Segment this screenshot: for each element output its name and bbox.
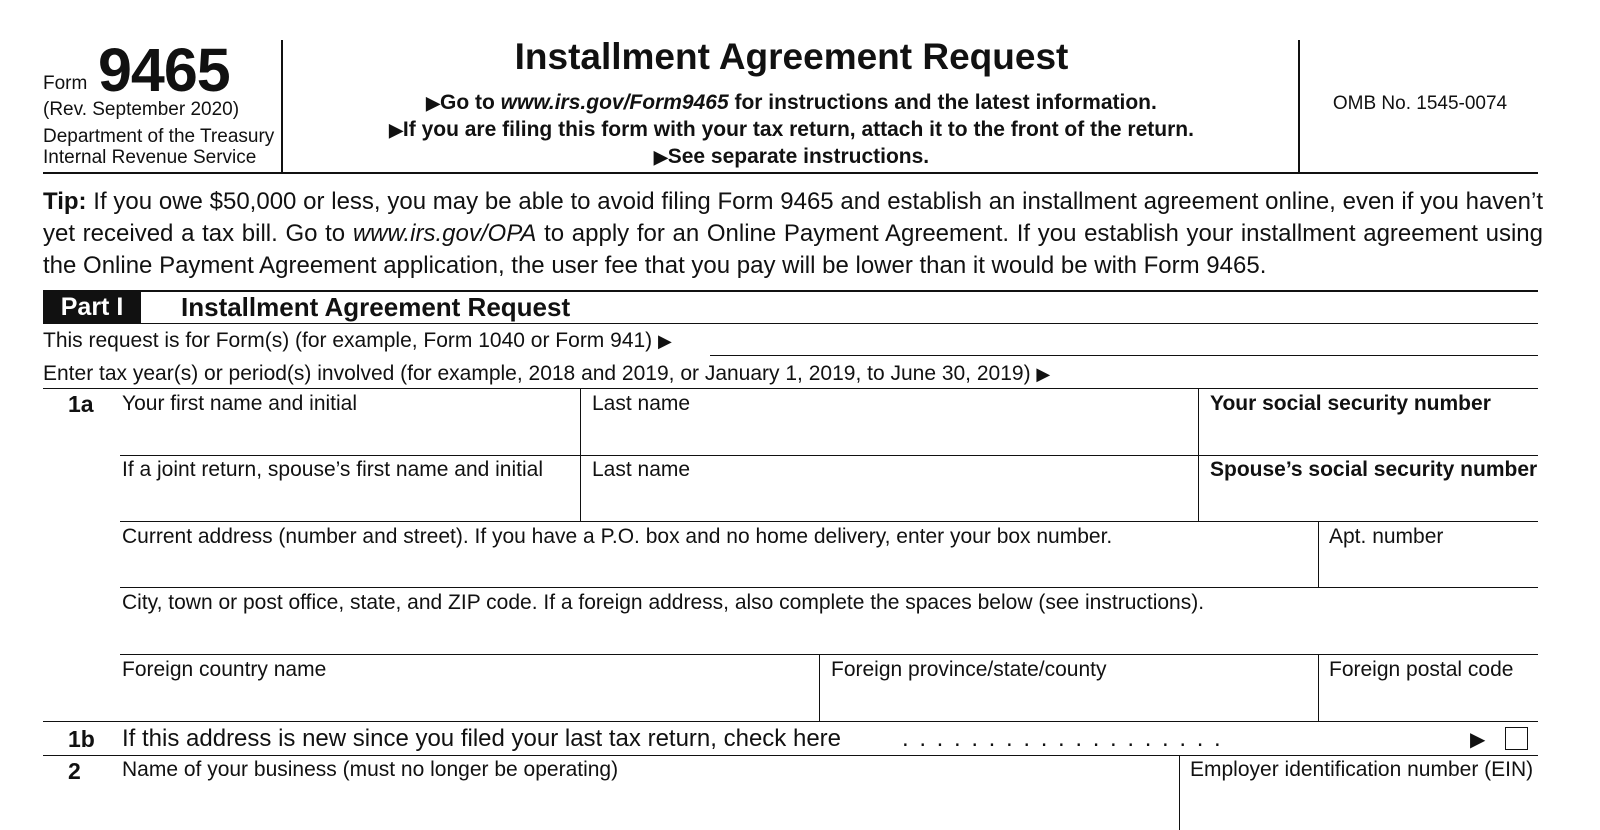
new-address-label: If this address is new since you filed your last tax return, check here [122, 725, 842, 752]
tax-years-input[interactable] [1045, 358, 1538, 388]
line-number-2: 2 [68, 758, 81, 784]
foreign-postal-label: Foreign postal code [1329, 658, 1514, 681]
rule-654 [120, 654, 1538, 655]
divider-apt [1318, 521, 1319, 588]
instruction-line-3: ▶See separate instructions. [653, 145, 930, 168]
spouse-first-name-label: If a joint return, spouse’s first name and initial [122, 458, 543, 481]
apt-label: Apt. number [1329, 525, 1444, 548]
leader-dots: . . . . . . . . . . . . . . . . . . . [902, 725, 1223, 752]
tip-paragraph: Tip: If you owe $50,000 or less, you may be able to avoid filing Form 9465 and establish an installment agreement online, even if you haven’t yet received a tax bill. Go to www.irs.gov/OPA to apply for an Online Payment Agreement. If you establish your installment agreement using the Online Payment Agreement application, the user fee that you pay will be lower than it would be with Form 9465. [43, 188, 1544, 279]
business-name-label: Name of your business (must no longer be operating) [122, 758, 619, 781]
ein-label: Employer identification number (EIN) [1190, 758, 1534, 781]
first-name-field[interactable] [120, 418, 578, 454]
department-name: Department of the Treasury [43, 126, 275, 147]
foreign-country-label: Foreign country name [122, 658, 327, 681]
spouse-last-name-field[interactable] [583, 484, 1196, 520]
arrow-icon: ▶ [426, 93, 440, 113]
tax-years-label: Enter tax year(s) or period(s) involved (for example, 2018 and 2019, or January 1, 2019, to June 30, 2019) ▶ [43, 362, 1051, 385]
address-label: Current address (number and street). If you have a P.O. box and no home delivery, enter your box number. [122, 525, 1113, 548]
city-field[interactable] [120, 617, 1538, 653]
opa-link[interactable]: www.irs.gov/OPA [352, 220, 537, 247]
business-name-field[interactable] [120, 785, 1176, 830]
omb-number: OMB No. 1545-0074 [1332, 93, 1508, 114]
rule-388 [43, 388, 1538, 389]
ssn-field[interactable] [1201, 418, 1538, 454]
form-label: Form [43, 73, 88, 94]
header-bottom-rule [43, 172, 1538, 174]
tip-label: Tip: [43, 188, 87, 215]
divider-foreign-1 [819, 654, 820, 721]
spouse-first-name-field[interactable] [120, 484, 578, 520]
instruction-line-2: ▶If you are filing this form with your tax return, attach it to the front of the return. [389, 118, 1194, 141]
line-number-1b: 1b [68, 726, 95, 752]
spouse-ssn-field[interactable] [1201, 484, 1538, 520]
first-name-label: Your first name and initial [122, 392, 358, 415]
divider-foreign-2 [1318, 654, 1319, 721]
forms-label: This request is for Form(s) (for example, Form 1040 or Form 941) ▶ [43, 329, 672, 352]
form-instructions-link[interactable]: www.irs.gov/Form9465 [500, 91, 729, 114]
foreign-country-field[interactable] [120, 684, 817, 720]
form-revision: (Rev. September 2020) [43, 99, 240, 120]
form-title: Installment Agreement Request [514, 36, 1069, 77]
last-name-label: Last name [592, 392, 691, 415]
rule-755 [43, 755, 1538, 756]
instruction-line-1: ▶Go to www.irs.gov/Form9465 for instructions and the latest information. [426, 91, 1157, 114]
address-field[interactable] [120, 550, 1316, 586]
part-badge: Part I [43, 292, 141, 323]
arrow-icon: ▶ [1036, 364, 1051, 384]
foreign-province-field[interactable] [822, 684, 1316, 720]
apt-field[interactable] [1321, 550, 1538, 586]
arrow-icon: ▶ [653, 147, 668, 167]
forms-input-underline [710, 355, 1538, 356]
arrow-icon: ▶ [658, 331, 672, 351]
rule-521 [120, 521, 1538, 522]
rule-721 [43, 721, 1538, 722]
spouse-ssn-label: Spouse’s social security number [1210, 458, 1538, 481]
rule-455 [120, 455, 1538, 456]
rule-587 [120, 587, 1538, 588]
spouse-last-name-label: Last name [592, 458, 691, 481]
part-bottom-rule [43, 323, 1538, 324]
header-divider-left [281, 40, 283, 173]
agency-name: Internal Revenue Service [43, 147, 257, 168]
new-address-checkbox[interactable] [1505, 727, 1528, 750]
arrow-icon: ▶ [389, 120, 403, 140]
forms-input[interactable] [710, 326, 1538, 355]
ssn-label: Your social security number [1210, 392, 1491, 415]
form-number: 9465 [98, 36, 230, 104]
last-name-field[interactable] [583, 418, 1196, 454]
divider-ein [1179, 755, 1180, 830]
ein-field[interactable] [1182, 785, 1538, 830]
arrow-icon: ▶ [1470, 729, 1486, 751]
divider-names-1 [580, 388, 581, 521]
city-label: City, town or post office, state, and ZIP code. If a foreign address, also complete the spaces below (see instructions). [122, 591, 1205, 614]
foreign-province-label: Foreign province/state/county [831, 658, 1107, 681]
line-number-1a: 1a [68, 391, 94, 417]
part-title: Installment Agreement Request [181, 292, 571, 322]
divider-names-2 [1198, 388, 1199, 521]
foreign-postal-field[interactable] [1321, 684, 1538, 720]
